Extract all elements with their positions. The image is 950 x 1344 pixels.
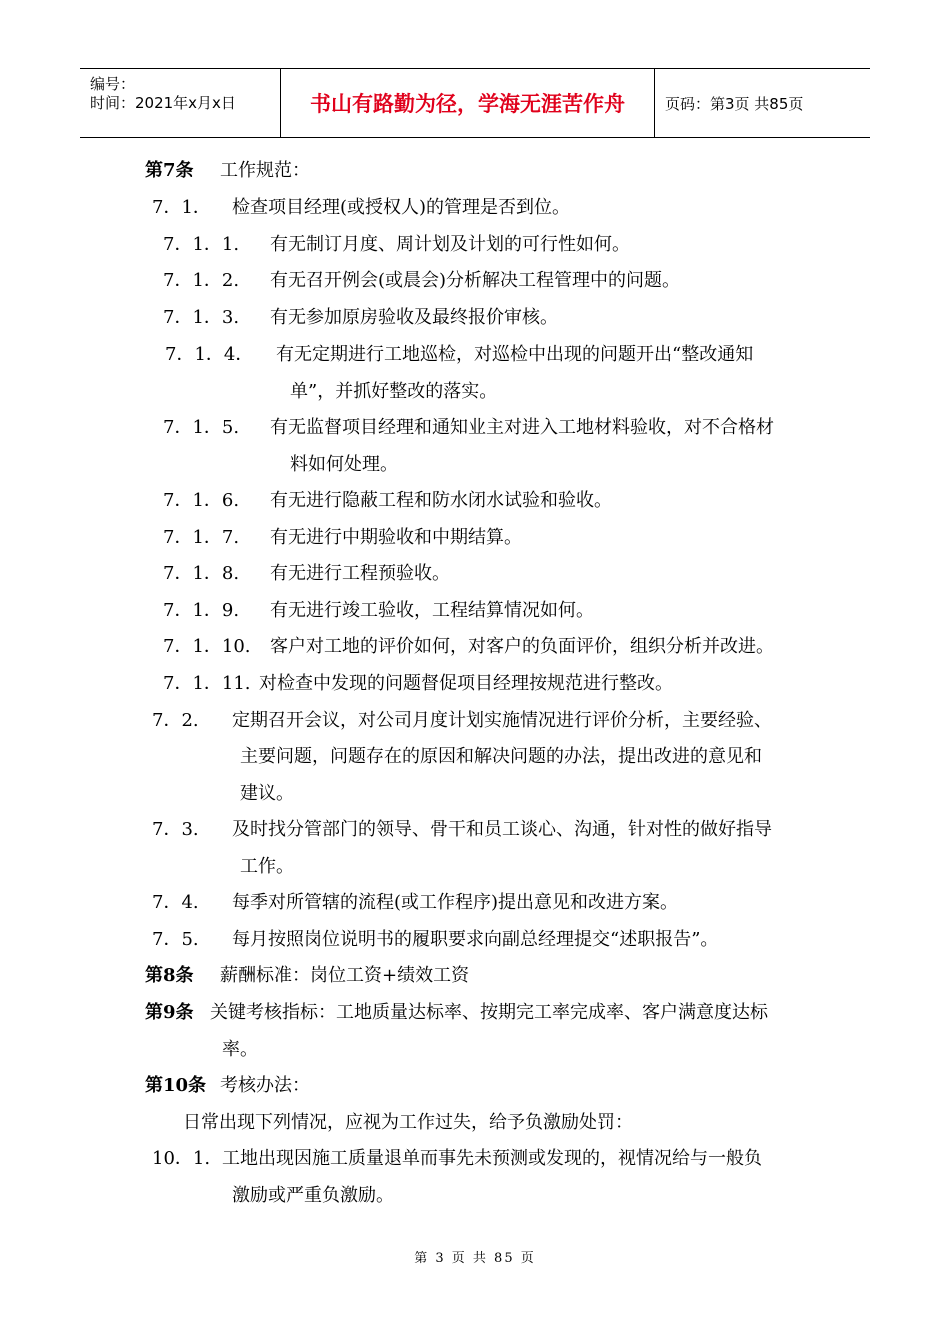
clause-number: 7．1．6. <box>163 490 240 511</box>
clause-text: 及时找分管部门的领导、骨干和员工谈心、沟通，针对性的做好指导 <box>232 819 772 840</box>
article-7-text: 工作规范： <box>220 160 310 181</box>
clause-text-continued: 工作。 <box>240 856 294 877</box>
clause-text: 对检查中发现的问题督促项目经理按规范进行整改。 <box>259 673 673 694</box>
clause-number: 7．2. <box>152 710 199 731</box>
clause-number: 7．1．10. <box>163 636 251 657</box>
clause-number: 7．1．2. <box>163 270 240 291</box>
clause-number: 7．1．5. <box>163 417 240 438</box>
page-footer: 第 3 页 共 85 页 <box>414 1251 536 1266</box>
clause-text-continued: 主要问题，问题存在的原因和解决问题的办法，提出改进的意见和 <box>240 746 762 767</box>
article-9-text-continued: 率。 <box>222 1039 258 1060</box>
header-meta <box>90 75 280 113</box>
clause-text: 检查项目经理(或授权人)的管理是否到位。 <box>232 197 571 218</box>
clause-text: 有无参加原房验收及最终报价审核。 <box>270 307 558 328</box>
document-header <box>80 68 870 138</box>
clause-number: 7．1．1. <box>163 234 240 255</box>
clause-number: 7．1．11. <box>163 673 251 694</box>
article-8-title: 第8条 <box>145 965 194 986</box>
clause-text: 有无进行隐蔽工程和防水闭水试验和验收。 <box>270 490 612 511</box>
article-10-text: 考核办法： <box>220 1075 310 1096</box>
doc-date: 时间：2021年x月x日 <box>90 94 236 112</box>
clause-number: 7．1．8. <box>163 563 240 584</box>
clause-text: 有无进行工程预验收。 <box>270 563 450 584</box>
article-9-text: 关键考核指标：工地质量达标率、按期完工率完成率、客户满意度达标 <box>210 1002 768 1023</box>
clause-text: 有无召开例会(或晨会)分析解决工程管理中的问题。 <box>270 270 681 291</box>
clause-number: 10．1. <box>152 1148 211 1169</box>
clause-text: 每月按照岗位说明书的履职要求向副总经理提交“述职报告”。 <box>232 929 719 950</box>
clause-number: 7．1．3. <box>163 307 240 328</box>
clause-text: 有无进行中期验收和中期结算。 <box>270 527 522 548</box>
clause-text-continued: 单”，并抓好整改的落实。 <box>290 381 498 402</box>
clause-text: 有无制订月度、周计划及计划的可行性如何。 <box>270 234 630 255</box>
article-9-title: 第9条 <box>145 1002 194 1023</box>
clause-text-continued: 建议。 <box>240 783 294 804</box>
article-7-title: 第7条 <box>145 160 194 181</box>
clause-text: 工地出现因施工质量退单而事先未预测或发现的，视情况给与一般负 <box>222 1148 762 1169</box>
clause-number: 7．1．7. <box>163 527 240 548</box>
clause-number: 7．5. <box>152 929 199 950</box>
clause-text: 定期召开会议，对公司月度计划实施情况进行评价分析，主要经验、 <box>232 710 772 731</box>
clause-text-continued: 料如何处理。 <box>290 454 398 475</box>
article-8-text: 薪酬标准：岗位工资+绩效工资 <box>220 965 470 986</box>
doc-number-label: 编号： <box>90 75 136 93</box>
header-motto: 书山有路勤为径，学海无涯苦作舟 <box>310 92 625 116</box>
header-divider <box>654 69 655 137</box>
article-10-title: 第10条 <box>145 1075 207 1096</box>
header-page-info: 页码：第3页 共85页 <box>665 94 804 113</box>
clause-text: 有无进行竣工验收，工程结算情况如何。 <box>270 600 594 621</box>
clause-text: 有无定期进行工地巡检，对巡检中出现的问题开出“整改通知 <box>276 344 754 365</box>
clause-text: 客户对工地的评价如何，对客户的负面评价，组织分析并改进。 <box>270 636 774 657</box>
clause-number: 7．3. <box>152 819 199 840</box>
clause-number: 7．1． <box>152 197 211 218</box>
clause-number: 7．1．4． <box>165 344 254 365</box>
clause-text-continued: 激励或严重负激励。 <box>232 1185 394 1206</box>
clause-text: 有无监督项目经理和通知业主对进入工地材料验收，对不合格材 <box>270 417 774 438</box>
article-10-intro: 日常出现下列情况，应视为工作过失，给予负激励处罚： <box>183 1112 633 1133</box>
clause-number: 7．1．9. <box>163 600 240 621</box>
clause-text: 每季对所管辖的流程(或工作程序)提出意见和改进方案。 <box>232 892 679 913</box>
clause-number: 7．4. <box>152 892 199 913</box>
